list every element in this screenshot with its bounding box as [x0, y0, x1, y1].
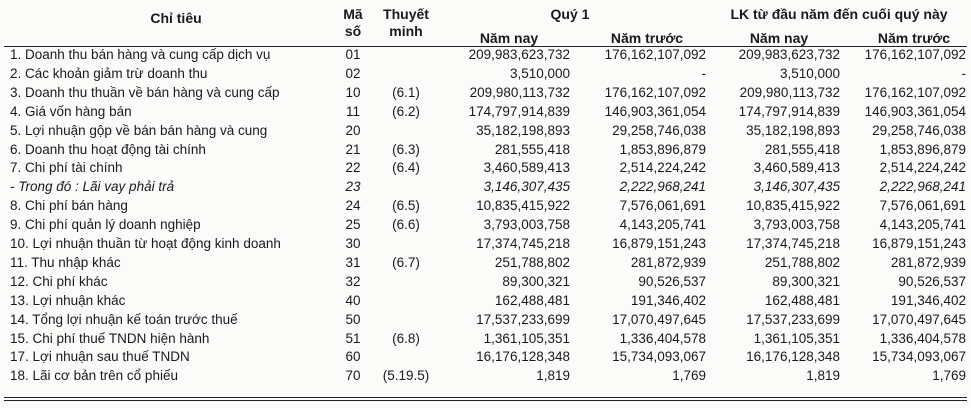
row-label: - Trong đó : Lãi vay phải trả	[10, 179, 175, 195]
row-code: 40	[345, 292, 361, 308]
row-ytd-current: 35,182,198,893	[746, 122, 840, 138]
row-label: 1. Doanh thu bán hàng và cung cấp dịch vụ	[10, 47, 271, 62]
row-ytd-previous: 4,143,205,741	[879, 217, 966, 233]
row-quarter-previous: 281,872,939	[630, 254, 706, 270]
row-note: (6.3)	[392, 141, 420, 157]
row-code: 31	[345, 254, 361, 270]
row-label: 8. Chi phí bán hàng	[10, 198, 128, 214]
header-quarter-current-year: Năm nay	[479, 30, 539, 46]
row-ytd-previous: 1,769	[932, 368, 966, 384]
header-chi-tieu: Chỉ tiêu	[150, 10, 202, 26]
row-quarter-previous: 90,526,537	[638, 273, 706, 289]
row-ytd-current: 17,537,233,699	[746, 311, 840, 327]
row-label: 12. Chi phí khác	[10, 273, 108, 289]
row-quarter-current: 3,510,000	[509, 65, 570, 81]
row-ytd-current: 3,146,307,435	[753, 179, 840, 195]
row-label: 11. Thu nhập khác	[10, 254, 121, 270]
row-label: 4. Giá vốn hàng bán	[10, 103, 132, 119]
row-quarter-previous: 29,258,746,038	[612, 122, 706, 138]
row-quarter-previous: 7,576,061,691	[619, 198, 706, 214]
row-code: 23	[345, 179, 361, 195]
row-quarter-previous: 15,734,093,067	[612, 349, 706, 365]
header-ytd-current-year: Năm nay	[749, 30, 809, 46]
row-label: 13. Lợi nhuận khác	[10, 292, 126, 308]
row-code: 11	[345, 103, 360, 119]
row-quarter-current: 174,797,914,839	[468, 103, 570, 119]
row-ytd-current: 3,460,589,413	[753, 160, 840, 176]
footer-rule-2	[4, 400, 967, 401]
row-ytd-current: 162,488,481	[764, 292, 840, 308]
row-code: 24	[345, 198, 361, 214]
row-code: 02	[345, 65, 361, 81]
row-quarter-previous: 1,853,896,879	[619, 141, 706, 157]
row-quarter-current: 3,460,589,413	[483, 160, 570, 176]
row-code: 20	[345, 122, 361, 138]
row-code: 32	[345, 273, 361, 289]
row-ytd-previous: 176,162,107,092	[864, 84, 966, 100]
row-ytd-current: 89,300,321	[772, 273, 840, 289]
row-ytd-previous: 15,734,093,067	[872, 349, 966, 365]
row-ytd-previous: 191,346,402	[890, 292, 966, 308]
row-quarter-current: 35,182,198,893	[476, 122, 570, 138]
row-code: 21	[345, 141, 361, 157]
row-quarter-previous: 191,346,402	[630, 292, 706, 308]
row-quarter-current: 209,983,623,732	[468, 47, 570, 62]
row-quarter-previous: 2,222,968,241	[619, 179, 706, 195]
row-ytd-current: 174,797,914,839	[738, 103, 840, 119]
row-label: 2. Các khoản giảm trừ doanh thu	[10, 65, 208, 81]
row-quarter-current: 17,537,233,699	[476, 311, 570, 327]
row-quarter-previous: 4,143,205,741	[619, 217, 706, 233]
row-ytd-previous: 90,526,537	[898, 273, 966, 289]
row-ytd-previous: 7,576,061,691	[879, 198, 966, 214]
row-quarter-current: 1,361,105,351	[483, 330, 570, 346]
row-label: 17. Lợi nhuận sau thuế TNDN	[10, 349, 190, 365]
row-label: 14. Tổng lợi nhuận kế toán trước thuế	[10, 311, 238, 327]
row-ytd-current: 1,819	[806, 368, 840, 384]
row-quarter-previous: 176,162,107,092	[604, 47, 706, 62]
row-quarter-previous: 146,903,361,054	[604, 103, 706, 119]
row-quarter-previous: 16,879,151,243	[612, 236, 706, 251]
row-code: 25	[345, 217, 361, 233]
row-quarter-previous: 2,514,224,242	[619, 160, 706, 176]
row-ytd-previous: 16,879,151,243	[872, 236, 966, 251]
row-quarter-current: 3,146,307,435	[483, 179, 570, 195]
row-ytd-current: 281,555,418	[764, 141, 840, 157]
row-ytd-previous: -	[961, 65, 966, 81]
row-code: 22	[345, 160, 361, 176]
row-quarter-current: 3,793,003,758	[483, 217, 570, 233]
row-quarter-current: 281,555,418	[494, 141, 570, 157]
row-label: 5. Lợi nhuận gộp về bán bán hàng và cung	[10, 122, 268, 138]
row-quarter-previous: 1,336,404,578	[619, 330, 706, 346]
row-label: 9. Chi phí quản lý doanh nghiệp	[10, 217, 201, 233]
header-ma-so-line2: số	[344, 23, 362, 39]
row-ytd-previous: 1,336,404,578	[879, 330, 966, 346]
header-ma-so-line1: Mã	[343, 6, 363, 22]
row-ytd-previous: 281,872,939	[890, 254, 966, 270]
row-note: (6.2)	[392, 103, 420, 119]
row-quarter-previous: 176,162,107,092	[604, 84, 706, 100]
row-quarter-current: 16,176,128,348	[476, 349, 570, 365]
row-quarter-current: 89,300,321	[502, 273, 570, 289]
row-ytd-current: 209,980,113,732	[739, 84, 840, 100]
row-label: 15. Chi phí thuế TNDN hiện hành	[10, 330, 210, 346]
row-ytd-current: 10,835,415,922	[746, 198, 840, 214]
row-quarter-previous: 1,769	[672, 368, 706, 384]
row-code: 10	[345, 84, 361, 100]
header-quarter: Quý 1	[550, 6, 590, 22]
row-ytd-current: 3,510,000	[779, 65, 840, 81]
row-quarter-previous: 17,070,497,645	[612, 311, 706, 327]
footer-rule-1	[4, 397, 967, 398]
row-ytd-previous: 146,903,361,054	[864, 103, 966, 119]
header-thuyet-minh-line1: Thuyết	[383, 6, 429, 22]
row-ytd-current: 209,983,623,732	[738, 47, 840, 62]
row-ytd-current: 251,788,802	[764, 254, 840, 270]
row-code: 50	[345, 311, 361, 327]
row-ytd-previous: 29,258,746,038	[872, 122, 966, 138]
header-thuyet-minh-line2: minh	[389, 23, 423, 39]
row-quarter-current: 251,788,802	[494, 254, 570, 270]
row-code: 30	[345, 236, 361, 251]
row-ytd-current: 1,361,105,351	[753, 330, 840, 346]
row-quarter-current: 209,980,113,732	[469, 84, 570, 100]
row-ytd-current: 17,374,745,218	[746, 236, 840, 251]
row-ytd-previous: 1,853,896,879	[879, 141, 966, 157]
row-note: (6.6)	[392, 217, 420, 233]
row-label: 6. Doanh thu hoạt động tài chính	[10, 141, 206, 157]
row-quarter-previous: -	[701, 65, 706, 81]
row-note: (6.5)	[392, 198, 420, 214]
row-quarter-current: 17,374,745,218	[476, 236, 570, 251]
row-quarter-current: 1,819	[536, 368, 570, 384]
row-ytd-current: 3,793,003,758	[753, 217, 840, 233]
row-code: 51	[345, 330, 361, 346]
row-label: 7. Chi phí tài chính	[10, 160, 123, 176]
row-quarter-current: 162,488,481	[494, 292, 570, 308]
row-code: 70	[345, 368, 361, 384]
row-note: (6.8)	[392, 330, 420, 346]
row-ytd-previous: 2,222,968,241	[879, 179, 966, 195]
row-ytd-current: 16,176,128,348	[746, 349, 840, 365]
row-label: 10. Lợi nhuận thuần từ hoạt động kinh doanh	[10, 236, 281, 251]
header-year-to-date: LK từ đầu năm đến cuối quý này	[730, 6, 948, 22]
row-code: 60	[345, 349, 361, 365]
row-note: (6.7)	[392, 254, 420, 270]
row-code: 01	[345, 47, 361, 62]
row-note: (6.1)	[392, 84, 420, 100]
row-label: 18. Lãi cơ bản trên cổ phiếu	[10, 368, 178, 384]
header-ytd-previous-year: Năm trước	[877, 30, 951, 46]
row-ytd-previous: 2,514,224,242	[879, 160, 966, 176]
row-label: 3. Doanh thu thuần về bán hàng và cung cấp	[10, 84, 280, 100]
row-note: (5.19.5)	[382, 368, 430, 384]
header-quarter-previous-year: Năm trước	[610, 30, 684, 46]
row-note: (6.4)	[392, 160, 420, 176]
row-quarter-current: 10,835,415,922	[476, 198, 570, 214]
row-ytd-previous: 17,070,497,645	[872, 311, 966, 327]
row-ytd-previous: 176,162,107,092	[864, 47, 966, 62]
